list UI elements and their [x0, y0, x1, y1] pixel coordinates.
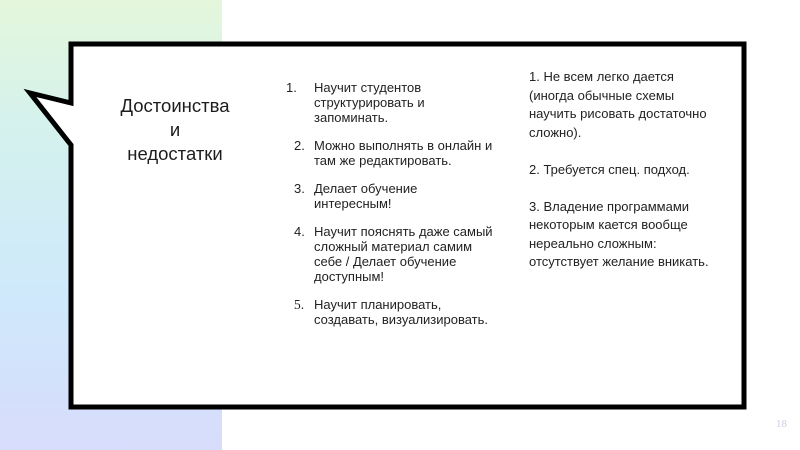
- item-number: 3.: [294, 181, 305, 196]
- page-number: 18: [776, 418, 787, 430]
- disadvantages-list: [529, 68, 719, 290]
- item-text: Делает обучение интересным!: [314, 181, 418, 211]
- item-text: Научит пояснять даже самый сложный материал самим себе / Делает обучение доступным!: [314, 224, 493, 284]
- title-line: и: [169, 119, 181, 140]
- item-number: 1.: [286, 80, 297, 95]
- slide-title: [100, 94, 250, 166]
- list-item: 2. Требуется спец. подход.: [529, 161, 690, 177]
- item-text: Научит студентов структурировать и запоминать.: [314, 80, 425, 125]
- list-item: 1. Не всем легко дается (иногда обычные схемы научить рисовать достаточно сложно).: [529, 69, 707, 140]
- list-item: [286, 224, 496, 284]
- list-item: [286, 138, 496, 168]
- list-item: [286, 297, 496, 327]
- item-number: 4.: [294, 224, 305, 239]
- item-text: Можно выполнять в онлайн и там же редактировать.: [314, 138, 493, 168]
- list-item: [286, 181, 496, 211]
- advantages-list: [286, 80, 496, 340]
- list-item: [286, 80, 496, 125]
- list-item: 3. Владение программами некоторым кается вообще нереально сложным: отсутствует желание вникать.: [529, 198, 709, 269]
- item-number: 5.: [294, 297, 305, 312]
- item-number: 2.: [294, 138, 305, 153]
- title-line: недостатки: [127, 143, 223, 164]
- title-line: Достоинства: [120, 95, 230, 116]
- item-text: Научит планировать, создавать, визуализировать.: [314, 297, 489, 327]
